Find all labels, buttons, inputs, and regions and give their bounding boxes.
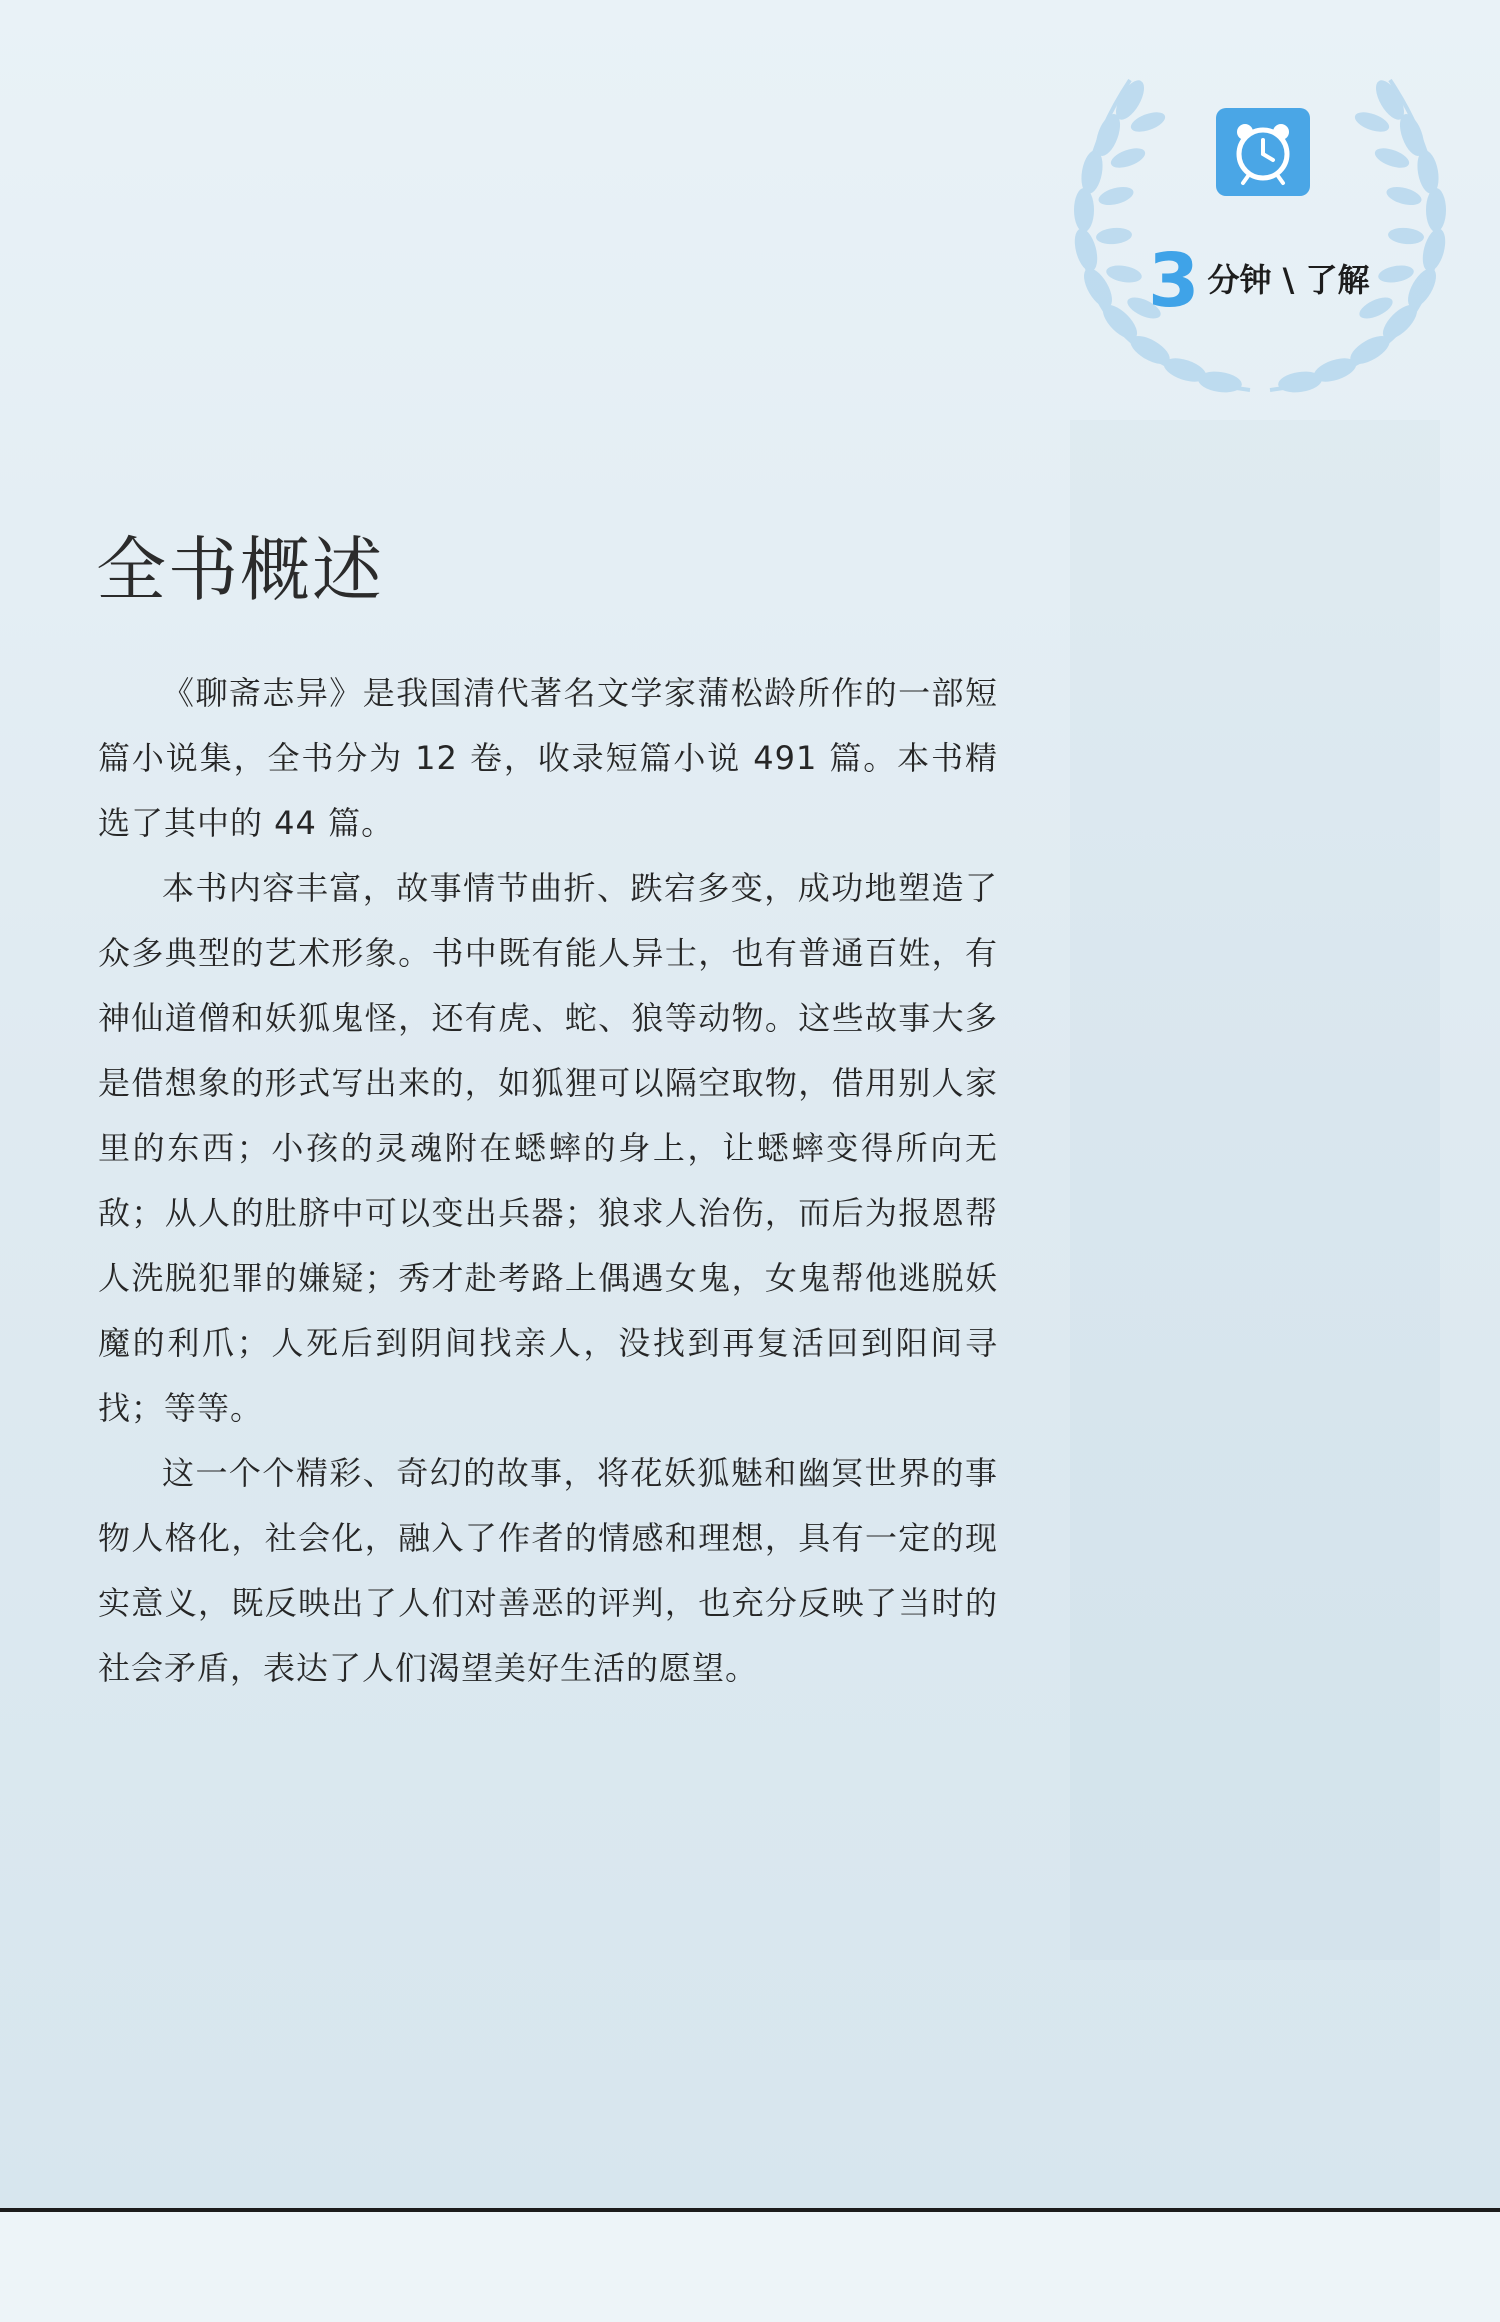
section-title: 全书概述 (96, 529, 384, 611)
next-page-edge (0, 2212, 1500, 2322)
paragraph-1: 《聊斋志异》是我国清代著名文学家蒲松龄所作的一部短篇小说集，全书分为 12 卷，收录短篇小说 491 篇。本书精选了其中的 44 篇。 (98, 674, 998, 842)
paragraph-3: 这一个个精彩、奇幻的故事，将花妖狐魅和幽冥世界的事物人格化，社会化，融入了作者的情感和理想，具有一定的现实意义，既反映出了人们对善恶的评判，也充分反映了当时的社会矛盾，表达了人们渴望美好生活的愿望。 (98, 1454, 998, 1687)
show-through-background (1070, 420, 1440, 1960)
reading-time-minutes: 3 (1148, 238, 1200, 324)
reading-time-badge (1148, 228, 1370, 324)
reading-time-label: 分钟 \ 了解 (1207, 261, 1370, 299)
paragraph-2: 本书内容丰富，故事情节曲折、跌宕多变，成功地塑造了众多典型的艺术形象。书中既有能人异士，也有普通百姓，有神仙道僧和妖狐鬼怪，还有虎、蛇、狼等动物。这些故事大多是借想象的形式写出来的，如狐狸可以隔空取物，借用别人家里的东西；小孩的灵魂附在蟋蟀的身上，让蟋蟀变得所向无敌；从人的肚脐中可以变出兵器；狼求人治伤，而后为报恩帮人洗脱犯罪的嫌疑；秀才赴考路上偶遇女鬼，女鬼帮他逃脱妖魔的利爪；人死后到阴间找亲人，没找到再复活回到阳间寻找；等等。 (98, 869, 998, 1427)
body-text (98, 661, 998, 1701)
alarm-clock-icon (1216, 108, 1310, 196)
